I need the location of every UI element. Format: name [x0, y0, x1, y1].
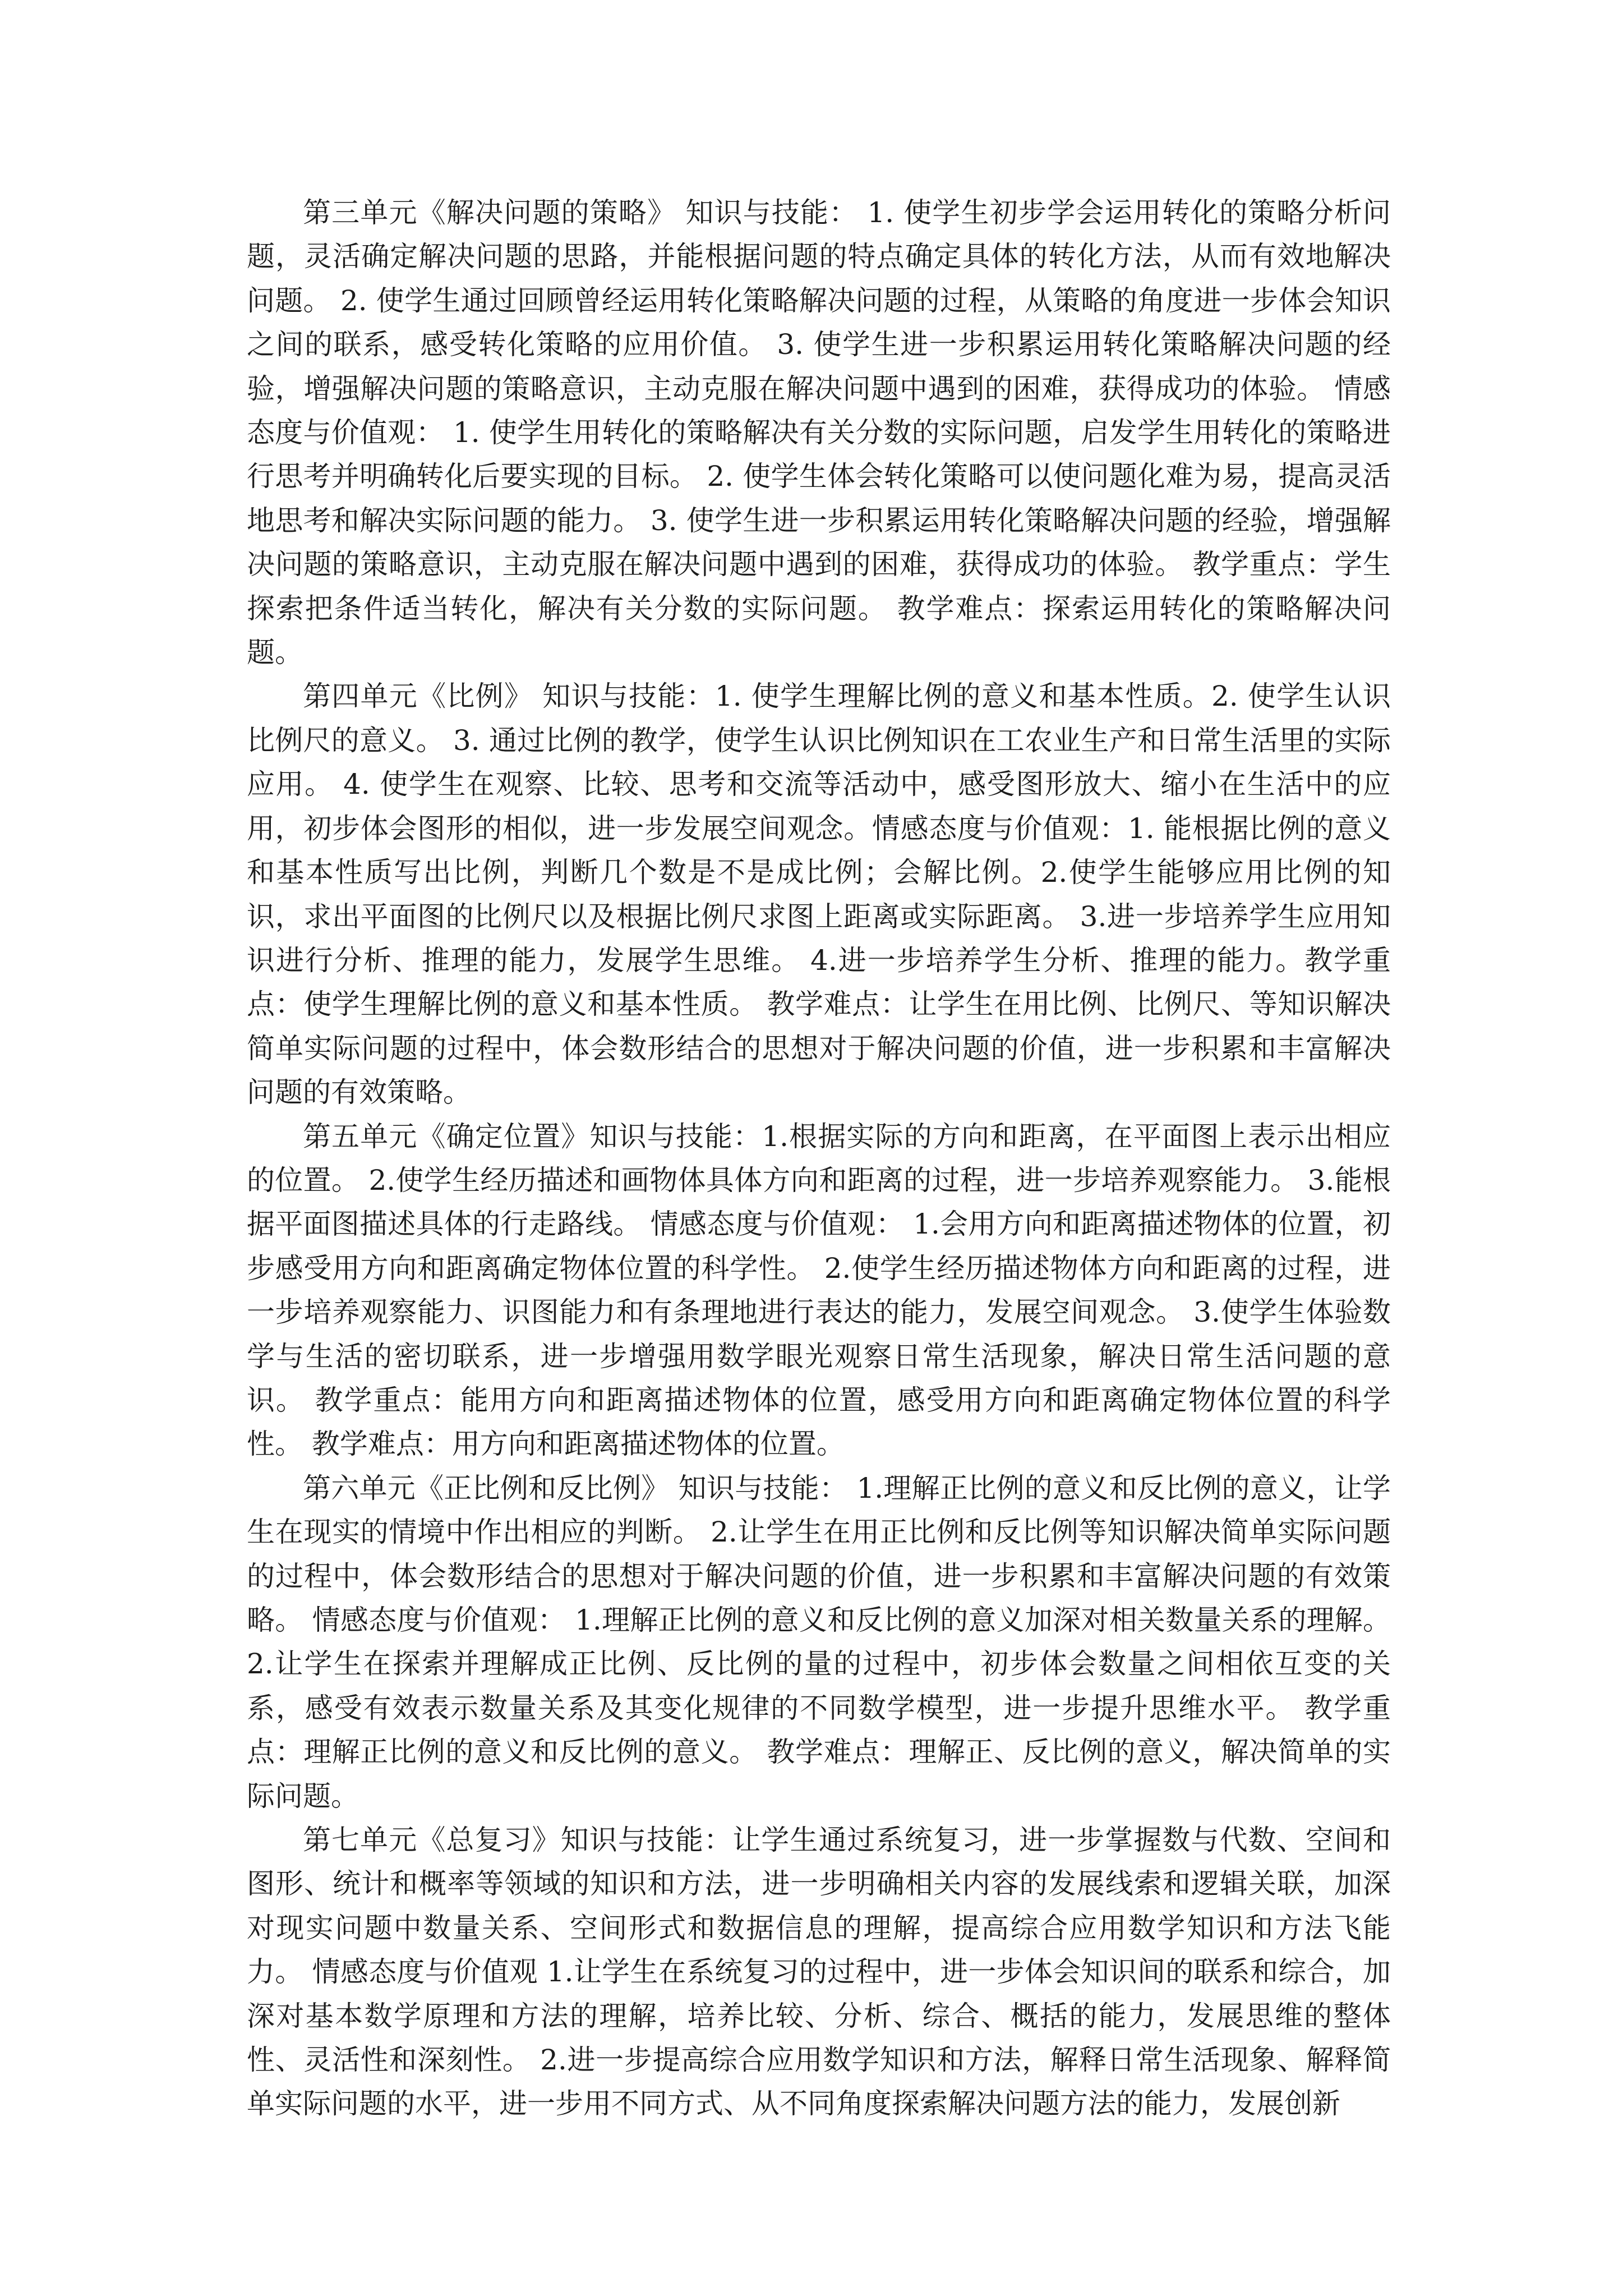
document-page	[247, 191, 1391, 2126]
paragraph-unit-6: 第六单元《正比例和反比例》 知识与技能： 1.理解正比例的意义和反比例的意义，让学生在现实的情境中作出相应的判断。 2.让学生在用正比例和反比例等知识解决简单实际问题的过程中，体会数形结合的思想对于解决问题的价值，进一步积累和丰富解决问题的有效策略。 情感态度与价值观： 1.理解正比例的意义和反比例的意义加深对相关数量关系的理解。 2.让学生在探索并理解成正比例、反比例的量的过程中，初步体会数量之间相依互变的关系，感受有效表示数量关系及其变化规律的不同数学模型，进一步提升思维水平。 教学重点：理解正比例的意义和反比例的意义。 教学难点：理解正、反比例的意义，解决简单的实际问题。	[247, 1471, 1391, 1812]
paragraph-unit-7: 第七单元《总复习》知识与技能：让学生通过系统复习，进一步掌握数与代数、空间和图形、统计和概率等领域的知识和方法，进一步明确相关内容的发展线索和逻辑关联，加深对现实问题中数量关系、空间形式和数据信息的理解，提高综合应用数学知识和方法飞能力。 情感态度与价值观 1.让学生在系统复习的过程中，进一步体会知识间的联系和综合，加深对基本数学原理和方法的理解，培养比较、分析、综合、概括的能力，发展思维的整体性、灵活性和深刻性。 2.进一步提高综合应用数学知识和方法，解释日常生活现象、解释简单实际问题的水平，进一步用不同方式、从不同角度探索解决问题方法的能力，发展创新	[247, 1824, 1391, 2120]
paragraph-unit-3: 第三单元《解决问题的策略》 知识与技能： 1. 使学生初步学会运用转化的策略分析问题，灵活确定解决问题的思路，并能根据问题的特点确定具体的转化方法，从而有效地解决问题。 2. 使学生通过回顾曾经运用转化策略解决问题的过程，从策略的角度进一步体会知识之间的联系，感受转化策略的应用价值。 3. 使学生进一步积累运用转化策略解决问题的经验，增强解决问题的策略意识，主动克服在解决问题中遇到的困难，获得成功的体验。 情感态度与价值观： 1. 使学生用转化的策略解决有关分数的实际问题，启发学生用转化的策略进行思考并明确转化后要实现的目标。 2. 使学生体会转化策略可以使问题化难为易，提高灵活地思考和解决实际问题的能力。 3. 使学生进一步积累运用转化策略解决问题的经验，增强解决问题的策略意识，主动克服在解决问题中遇到的困难，获得成功的体验。 教学重点：学生探索把条件适当转化，解决有关分数的实际问题。 教学难点：探索运用转化的策略解决问题。	[247, 196, 1391, 669]
paragraph-unit-4: 第四单元《比例》 知识与技能：1. 使学生理解比例的意义和基本性质。2. 使学生认识比例尺的意义。 3. 通过比例的教学，使学生认识比例知识在工农业生产和日常生活里的实际应用。 4. 使学生在观察、比较、思考和交流等活动中，感受图形放大、缩小在生活中的应用，初步体会图形的相似，进一步发展空间观念。情感态度与价值观：1. 能根据比例的意义和基本性质写出比例，判断几个数是不是成比例；会解比例。2.使学生能够应用比例的知识，求出平面图的比例尺以及根据比例尺求图上距离或实际距离。 3.进一步培养学生应用知识进行分析、推理的能力，发展学生思维。 4.进一步培养学生分析、推理的能力。教学重点：使学生理解比例的意义和基本性质。 教学难点：让学生在用比例、比例尺、等知识解决简单实际问题的过程中，体会数形结合的思想对于解决问题的价值，进一步积累和丰富解决问题的有效策略。	[247, 680, 1391, 1109]
paragraph-unit-5: 第五单元《确定位置》知识与技能：1.根据实际的方向和距离，在平面图上表示出相应的位置。 2.使学生经历描述和画物体具体方向和距离的过程，进一步培养观察能力。 3.能根据平面图描述具体的行走路线。 情感态度与价值观： 1.会用方向和距离描述物体的位置，初步感受用方向和距离确定物体位置的科学性。 2.使学生经历描述物体方向和距离的过程，进一步培养观察能力、识图能力和有条理地进行表达的能力，发展空间观念。 3.使学生体验数学与生活的密切联系，进一步增强用数学眼光观察日常生活现象，解决日常生活问题的意识。 教学重点：能用方向和距离描述物体的位置，感受用方向和距离确定物体位置的科学性。 教学难点：用方向和距离描述物体的位置。	[247, 1120, 1391, 1461]
